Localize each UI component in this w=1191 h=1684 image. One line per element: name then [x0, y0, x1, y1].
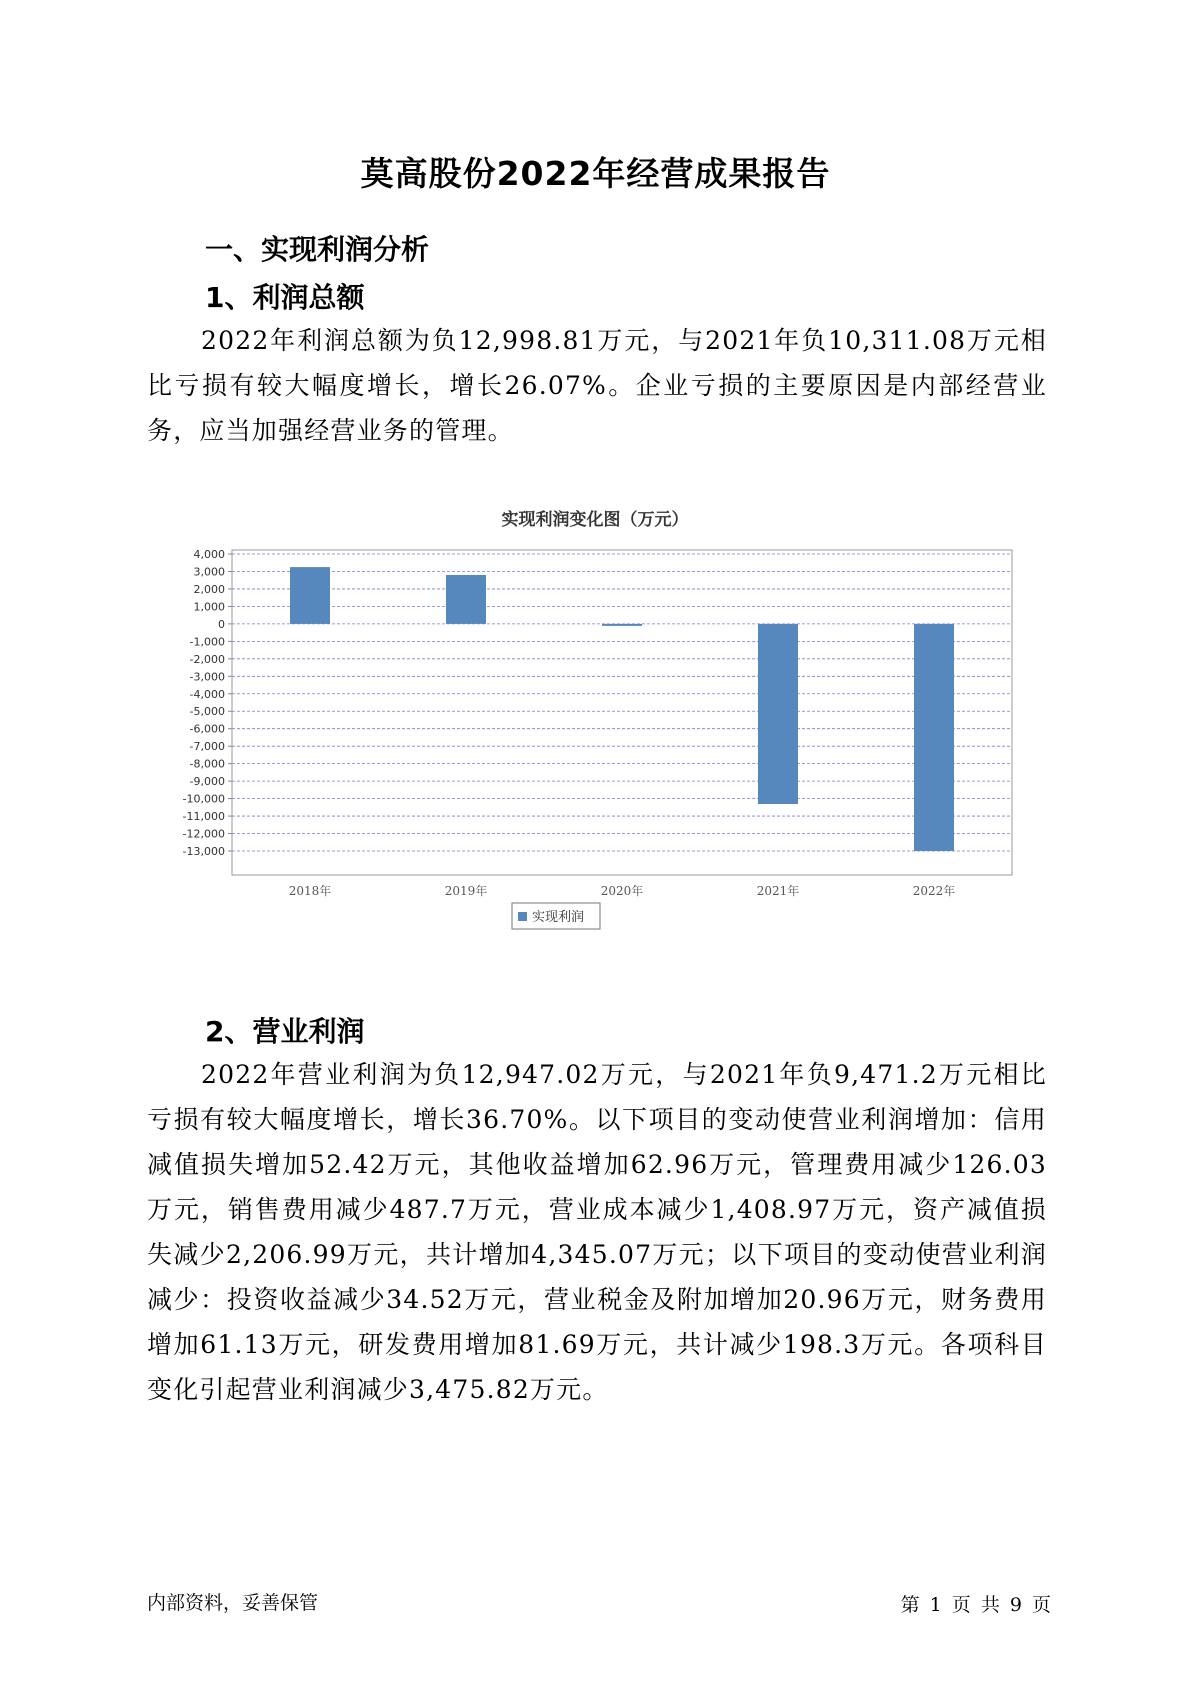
section-heading-profit-analysis: 一、实现利润分析: [205, 233, 430, 266]
report-title: 莫高股份2022年经营成果报告: [360, 154, 831, 193]
y-tick-label: -6,000: [189, 722, 225, 736]
y-tick-label: -4,000: [189, 687, 225, 701]
x-tick-label: 2018年: [288, 884, 332, 898]
bar-2018年: [290, 567, 330, 624]
chart-svg: [160, 495, 1030, 955]
bar-2021年: [758, 624, 798, 804]
plot-area: [232, 550, 1012, 875]
x-tick-label: 2019年: [444, 884, 488, 898]
subheading-total-profit: 1、利润总额: [205, 281, 365, 314]
y-tick-label: 3,000: [193, 565, 225, 579]
profit-bar-chart: [160, 495, 1030, 955]
y-tick-label: -9,000: [189, 775, 225, 789]
y-tick-label: -7,000: [189, 740, 225, 754]
bar-2020年: [602, 624, 642, 626]
y-tick-label: -1,000: [189, 635, 225, 649]
legend-label: 实现利润: [532, 910, 585, 925]
y-tick-label: -13,000: [182, 845, 225, 858]
footer-page-number: 第 1 页 共 9 页: [900, 1594, 1051, 1616]
x-tick-label: 2021年: [756, 884, 800, 898]
footer-confidential-note: 内部资料，妥善保管: [147, 1592, 319, 1614]
y-tick-label: 0: [218, 617, 225, 631]
x-tick-label: 2020年: [600, 884, 644, 898]
y-tick-label: 1,000: [193, 600, 225, 614]
y-tick-label: -8,000: [189, 757, 225, 771]
y-tick-label: -2,000: [189, 652, 225, 666]
y-tick-label: -5,000: [189, 705, 225, 719]
y-tick-label: -11,000: [182, 810, 225, 824]
subheading-operating-profit: 2、营业利润: [205, 1015, 365, 1048]
y-tick-label: 2,000: [193, 582, 225, 596]
bar-2022年: [914, 624, 954, 851]
x-tick-label: 2022年: [912, 884, 956, 898]
paragraph-operating-profit: 2022年营业利润为负12,947.02万元，与2021年负9,471.2万元相比亏损有较大幅度增长，增长36.70%。以下项目的变动使营业利润增加：信用减值损失增加52.42万元，其他收益增加62.96万元，管理费用减少126.03万元，销售费用减少487.7万元，营业成本减少1,408.97万元，资产减值损失减少2,206.99万元，共计增加4,345.07万元；以下项目的变动使营业利润减少：投资收益减少34.52万元，营业税金及附加增加20.96万元，财务费用增加61.13万元，研发费用增加81.69万元，共计减少198.3万元。各项科目变化引起营业利润减少3,475.82万元。: [147, 1060, 1047, 1404]
chart-title: 实现利润变化图（万元）: [501, 510, 689, 530]
y-tick-label: -12,000: [182, 827, 225, 841]
y-tick-label: 4,000: [193, 548, 225, 561]
y-tick-label: -3,000: [189, 670, 225, 684]
paragraph-total-profit: 2022年利润总额为负12,998.81万元，与2021年负10,311.08万元相比亏损有较大幅度增长，增长26.07%。企业亏损的主要原因是内部经营业务，应当加强经营业务的管理。: [147, 326, 1047, 445]
bar-2019年: [446, 575, 486, 624]
legend-swatch: [518, 912, 527, 921]
y-tick-label: -10,000: [182, 792, 225, 806]
